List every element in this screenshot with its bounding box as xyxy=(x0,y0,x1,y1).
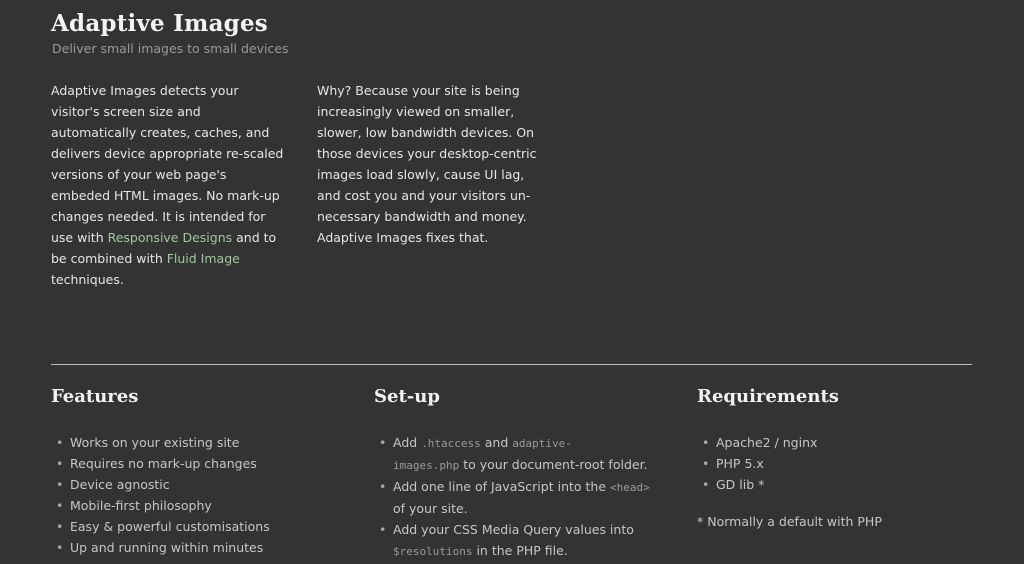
adaptive-images-php-code: images.php xyxy=(393,459,460,472)
bullet-icon: • xyxy=(379,435,387,450)
head-tag-code: <head> xyxy=(610,481,650,494)
intro-left-line: automatically creates, caches, and xyxy=(51,125,270,140)
setup-item xyxy=(374,519,650,562)
intro-right-line: increasingly viewed on smaller, xyxy=(317,104,515,119)
setup-text: in the PHP file. xyxy=(472,543,568,558)
requirement-item xyxy=(697,474,817,495)
requirement-item-label: GD lib * xyxy=(716,477,765,492)
intro-right-line: images load slowly, cause UI lag, xyxy=(317,167,525,182)
setup-text: Add one line of JavaScript into the xyxy=(393,479,610,494)
feature-item-label: Mobile-first philosophy xyxy=(70,498,212,513)
bullet-icon: • xyxy=(702,456,710,471)
adaptive-images-php-code: adaptive- xyxy=(512,437,572,450)
bullet-icon: • xyxy=(702,477,710,492)
requirements-section xyxy=(697,386,997,529)
intro-left-line: Adaptive Images detects your xyxy=(51,83,239,98)
setup-item-line xyxy=(393,540,650,562)
features-section xyxy=(51,386,351,555)
requirement-item xyxy=(697,453,817,474)
setup-item-line xyxy=(393,476,650,498)
intro-right-line: necessary bandwidth and money. xyxy=(317,209,527,224)
setup-text: to your document-root folder. xyxy=(459,457,648,472)
bullet-icon: • xyxy=(56,540,64,555)
intro-left-text: use with xyxy=(51,230,108,245)
feature-item xyxy=(51,432,270,453)
bullet-icon: • xyxy=(379,522,387,537)
requirements-heading: Requirements xyxy=(697,386,839,407)
setup-item-line: of your site. xyxy=(393,501,468,516)
intro-right-line: Adaptive Images fixes that. xyxy=(317,230,489,245)
bullet-icon: • xyxy=(379,479,387,494)
requirements-note: * Normally a default with PHP xyxy=(697,514,882,529)
resolutions-code: $resolutions xyxy=(393,545,473,558)
bullet-icon: • xyxy=(56,456,64,471)
feature-item xyxy=(51,516,270,537)
requirement-item-label: Apache2 / nginx xyxy=(716,435,818,450)
features-heading: Features xyxy=(51,386,139,407)
intro-paragraph-left xyxy=(51,80,291,290)
intro-left-line xyxy=(51,248,291,269)
intro-left-line: techniques. xyxy=(51,272,124,287)
intro-left-line: delivers device appropriate re-scaled xyxy=(51,146,284,161)
intro-left-line: versions of your web page's xyxy=(51,167,227,182)
requirement-item xyxy=(697,432,817,453)
feature-item-label: Requires no mark-up changes xyxy=(70,456,257,471)
bullet-icon: • xyxy=(702,435,710,450)
feature-item-label: Device agnostic xyxy=(70,477,170,492)
requirements-list xyxy=(697,432,817,495)
intro-paragraph-right xyxy=(317,80,542,248)
setup-heading: Set-up xyxy=(374,386,440,407)
bullet-icon: • xyxy=(56,519,64,534)
feature-item-label: Up and running within minutes xyxy=(70,540,264,555)
intro-right-line: slower, low bandwidth devices. On xyxy=(317,125,535,140)
intro-left-text: be combined with xyxy=(51,251,167,266)
setup-item-line: Add your CSS Media Query values into xyxy=(393,522,634,537)
feature-item xyxy=(51,453,270,474)
intro-left-line: visitor's screen size and xyxy=(51,104,201,119)
requirement-item-label: PHP 5.x xyxy=(716,456,764,471)
bullet-icon: • xyxy=(56,435,64,450)
htaccess-code: .htaccess xyxy=(421,437,481,450)
setup-item xyxy=(374,432,650,476)
fluid-image-link[interactable]: Fluid Image xyxy=(166,251,240,266)
intro-left-line: embeded HTML images. No mark-up xyxy=(51,188,280,203)
feature-item-label: Easy & powerful customisations xyxy=(70,519,270,534)
intro-right-line: and cost you and your visitors un- xyxy=(317,188,531,203)
intro-right-line: Why? Because your site is being xyxy=(317,83,520,98)
setup-item-line xyxy=(393,432,650,454)
intro-left-text: and to xyxy=(232,230,277,245)
setup-text: and xyxy=(480,435,513,450)
setup-item xyxy=(374,476,650,519)
feature-item xyxy=(51,537,270,558)
setup-text: Add xyxy=(393,435,422,450)
bullet-icon: • xyxy=(56,477,64,492)
feature-item xyxy=(51,474,270,495)
setup-section xyxy=(374,386,684,558)
feature-item-label: Works on your existing site xyxy=(70,435,240,450)
page-title: Adaptive Images xyxy=(51,10,268,37)
intro-right-line: those devices your desktop-centric xyxy=(317,146,537,161)
intro-left-line xyxy=(51,227,291,248)
setup-item-line xyxy=(393,454,650,476)
section-divider xyxy=(51,364,972,365)
responsive-designs-link[interactable]: Responsive Designs xyxy=(107,230,233,245)
features-list xyxy=(51,432,270,558)
bullet-icon: • xyxy=(56,498,64,513)
page-tagline: Deliver small images to small devices xyxy=(52,41,289,56)
setup-list xyxy=(374,432,650,562)
intro-left-line: changes needed. It is intended for xyxy=(51,209,266,224)
feature-item xyxy=(51,495,270,516)
